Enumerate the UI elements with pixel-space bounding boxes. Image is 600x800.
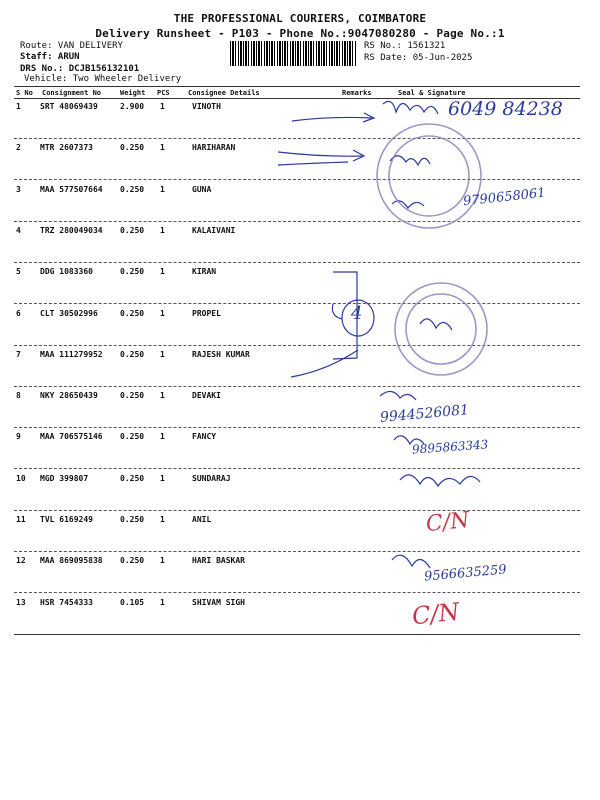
row-consignment-no: MAA 577507664	[40, 184, 103, 194]
col-consignment: Consignment No	[42, 89, 102, 97]
rs-date: RS Date: 05-Jun-2025	[364, 53, 473, 63]
row-consignment-no: MGD 399807	[40, 473, 89, 483]
company-title: THE PROFESSIONAL COURIERS, COIMBATORE	[173, 12, 427, 25]
row-consignee: HARIHARAN	[192, 143, 236, 153]
row-consignee: RAJESH KUMAR	[192, 349, 250, 359]
row-consignee: SUNDARAJ	[192, 473, 231, 483]
row-consignment-no: TVL 6169249	[40, 515, 93, 524]
row3-handwritten-phone: 9790658061	[462, 185, 547, 210]
row-divider	[14, 138, 580, 139]
row-consignment-no: MAA 111279952	[40, 349, 103, 359]
row-pcs: 1	[160, 473, 165, 483]
col-pcs: PCS	[157, 89, 170, 97]
row-divider	[14, 179, 580, 180]
row-pcs: 1	[160, 349, 165, 359]
row-sno: 10	[16, 473, 26, 483]
row13-cn-note: C/N	[410, 597, 461, 631]
col-weight: Weight	[120, 89, 146, 97]
row-consignee: VINOTH	[192, 102, 221, 111]
row-divider	[14, 468, 580, 469]
row-sno: 7	[16, 349, 21, 359]
row-sno: 13	[16, 597, 26, 607]
row-divider	[14, 510, 580, 511]
row-pcs: 1	[160, 184, 165, 194]
row-consignment-no: MAA 869095838	[40, 556, 103, 566]
row-consignee: FANCY	[192, 432, 217, 442]
row-divider	[14, 262, 580, 263]
row-consignee: KIRAN	[192, 267, 217, 277]
row-sno: 5	[16, 267, 21, 277]
col-consignee: Consignee Details	[188, 89, 260, 97]
row-consignee: HARI BASKAR	[192, 556, 245, 566]
row-weight: 2.900	[120, 102, 145, 111]
row-consignee: SHIVAM SIGH	[192, 597, 245, 607]
row-consignment-no: CLT 30502996	[40, 308, 98, 318]
row-pcs: 1	[160, 597, 165, 607]
row-consignment-no: SRT 48069439	[40, 102, 98, 111]
row-pcs: 1	[160, 308, 165, 318]
row-weight: 0.250	[120, 473, 145, 483]
row-consignee: ANIL	[192, 515, 212, 524]
row1-handwritten-phone: 6049 84238	[448, 98, 563, 120]
barcode	[230, 41, 356, 66]
row-consignee: KALAIVANI	[192, 225, 236, 235]
row-divider	[14, 592, 580, 593]
row-sno: 4	[16, 225, 21, 235]
row-consignment-no: HSR 7454333	[40, 597, 93, 607]
row-weight: 0.250	[120, 432, 145, 442]
row-weight: 0.250	[120, 515, 145, 524]
drs-label: DRS No.: DCJB156132101	[20, 64, 140, 74]
row-sno: 6	[16, 308, 21, 318]
row-pcs: 1	[160, 225, 165, 235]
row-sno: 12	[16, 556, 26, 566]
rs-number: RS No.: 1561321	[364, 41, 446, 51]
staff-label: Staff: ARUN	[20, 52, 80, 62]
col-sno: S No	[16, 89, 33, 97]
row-sno: 11	[16, 515, 26, 524]
row-weight: 0.250	[120, 143, 145, 153]
row-divider	[14, 427, 580, 428]
vehicle-label: Vehicle: Two Wheeler Delivery	[24, 74, 182, 84]
row-sno: 9	[16, 432, 21, 442]
row-divider	[14, 303, 580, 304]
row-weight: 0.250	[120, 267, 145, 277]
row-divider	[14, 634, 580, 635]
row8-handwritten-phone: 9944526081	[379, 402, 470, 426]
row-consignee: PROPEL	[192, 308, 221, 318]
row-consignee: DEVAKI	[192, 391, 221, 401]
row-weight: 0.250	[120, 391, 145, 401]
row-pcs: 1	[160, 432, 165, 442]
table-top-rule	[14, 86, 580, 87]
row-weight: 0.105	[120, 597, 145, 607]
row-weight: 0.250	[120, 225, 145, 235]
col-remarks: Remarks	[342, 89, 372, 97]
row-weight: 0.250	[120, 184, 145, 194]
row-divider	[14, 386, 580, 387]
row-sno: 3	[16, 184, 21, 194]
row-consignment-no: MTR 2607373	[40, 143, 93, 153]
row-pcs: 1	[160, 556, 165, 566]
row9-handwritten-phone: 9895863343	[411, 437, 489, 457]
col-seal-signature: Seal & Signature	[398, 89, 466, 97]
row-consignment-no: MAA 706575146	[40, 432, 103, 442]
row-divider	[14, 551, 580, 552]
row-divider	[14, 221, 580, 222]
row12-handwritten-phone: 9566635259	[423, 562, 508, 585]
row6-circled-number: 4	[351, 303, 363, 324]
row-sno: 2	[16, 143, 21, 153]
row-weight: 0.250	[120, 308, 145, 318]
row-weight: 0.250	[120, 349, 145, 359]
row-consignment-no: DDG 1083360	[40, 267, 93, 277]
row-pcs: 1	[160, 267, 165, 277]
row-pcs: 1	[160, 391, 165, 401]
row-weight: 0.250	[120, 556, 145, 566]
row-pcs: 1	[160, 515, 165, 524]
row-consignment-no: TRZ 280049034	[40, 225, 103, 235]
row-consignment-no: NKY 28650439	[40, 391, 98, 401]
row-consignee: GUNA	[192, 184, 212, 194]
row-divider	[14, 345, 580, 346]
row-sno: 8	[16, 391, 21, 401]
route-label: Route: VAN DELIVERY	[20, 41, 123, 51]
runsheet-subtitle: Delivery Runsheet - P103 - Phone No.:9047080280 - Page No.:1	[95, 27, 505, 40]
row-sno: 1	[16, 102, 21, 111]
row-pcs: 1	[160, 102, 165, 111]
row11-cn-note: C/N	[424, 507, 471, 538]
row-pcs: 1	[160, 143, 165, 153]
